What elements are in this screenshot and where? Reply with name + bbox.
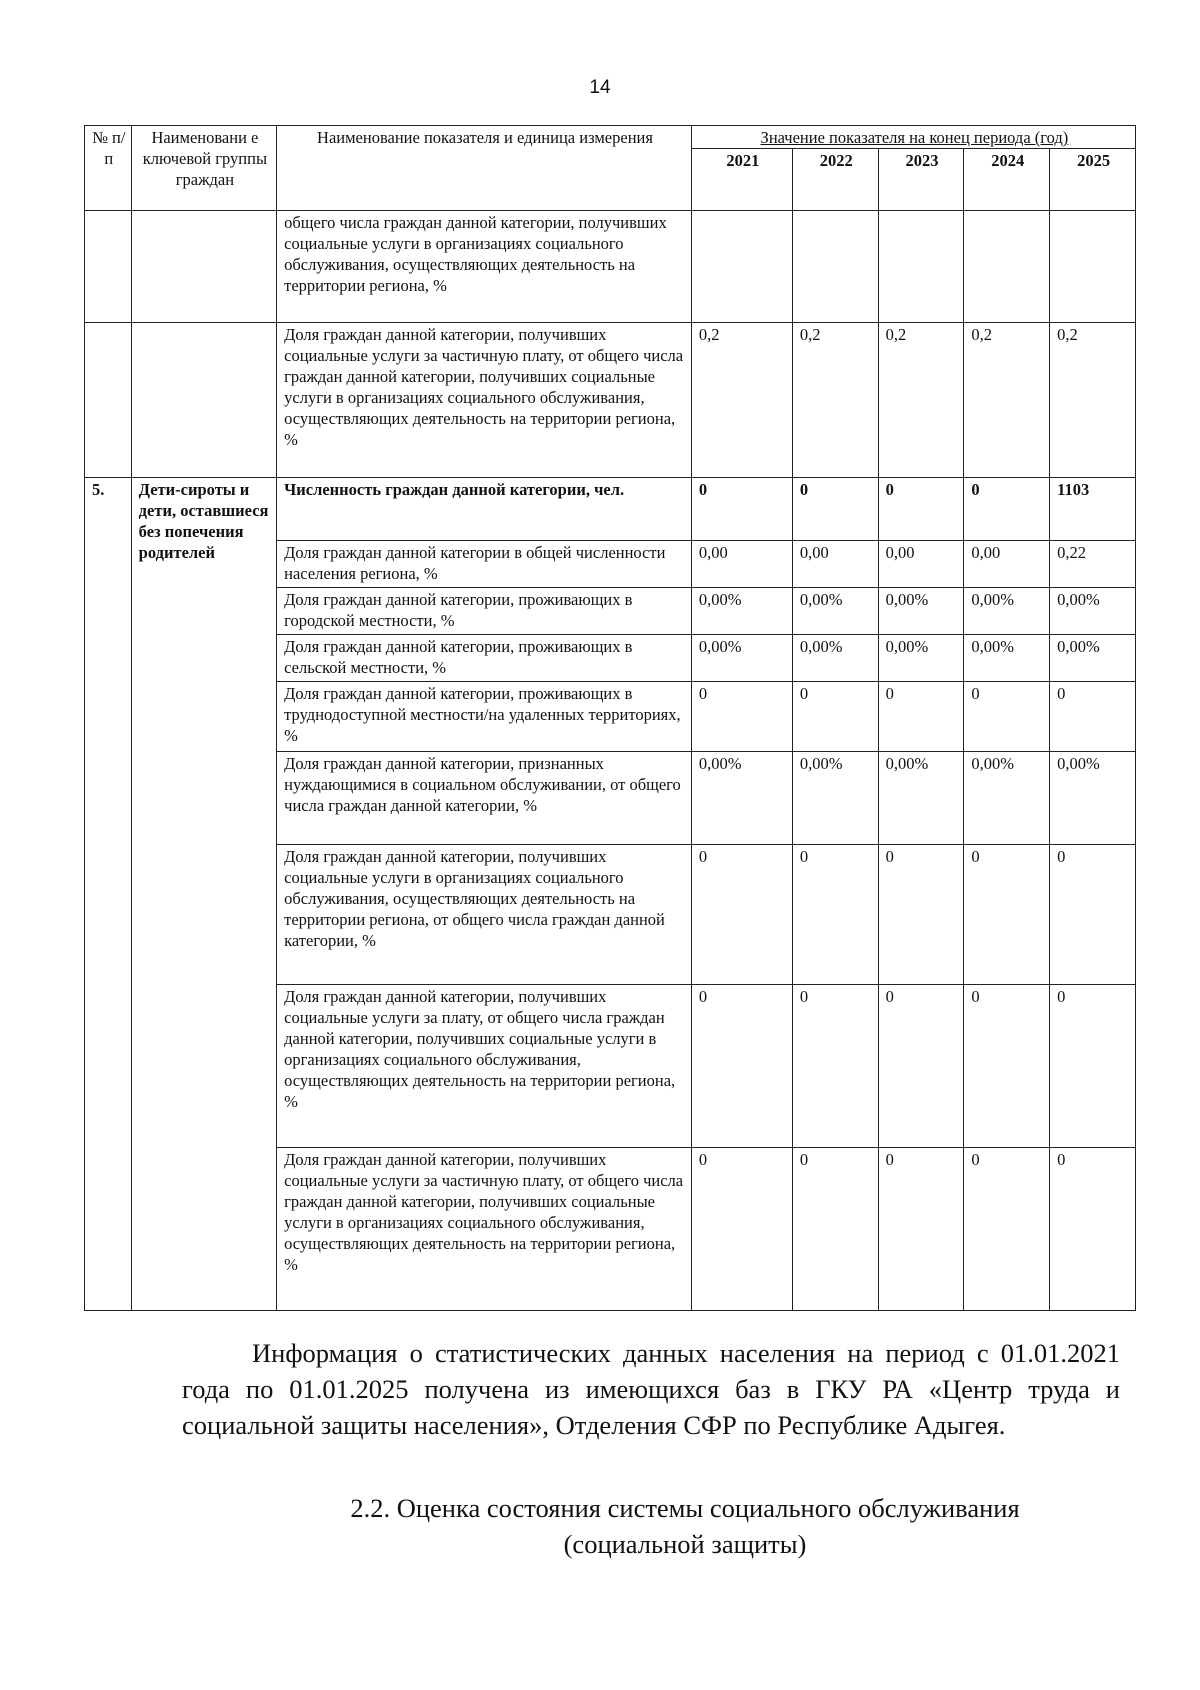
year-2022: 2022 [792, 149, 878, 211]
value-2021: 0,00% [691, 752, 792, 845]
value-2024: 0 [964, 845, 1050, 985]
value-2023: 0 [878, 682, 964, 752]
group-name: Дети-сироты и дети, оставшиеся без попечения родителей [131, 478, 276, 1311]
value-2021: 0,2 [691, 323, 792, 478]
value-2021 [691, 211, 792, 323]
value-2022: 0 [792, 682, 878, 752]
value-2022: 0,00% [792, 588, 878, 635]
indicator-label: Доля граждан данной категории, получивших социальные услуги за плату, от общего числа граждан данной категории, получивших социальные услуги в организациях социального обслуживания, осуществляющих деятельность на территории региона, % [277, 985, 692, 1148]
year-2023: 2023 [878, 149, 964, 211]
value-2023: 0 [878, 478, 964, 541]
section-title-line-2: (социальной защиты) [563, 1529, 807, 1559]
header-values: Значение показателя на конец периода (год) [691, 126, 1135, 149]
header-row [85, 126, 1136, 149]
value-2022 [792, 211, 878, 323]
header-indicator: Наименование показателя и единица измерения [277, 126, 692, 211]
value-2021: 0 [691, 1148, 792, 1311]
value-2025: 0 [1050, 845, 1136, 985]
year-2024: 2024 [964, 149, 1050, 211]
group-number: 5. [85, 478, 132, 1311]
value-2022: 0 [792, 845, 878, 985]
value-2023: 0 [878, 845, 964, 985]
indicators-table [84, 125, 1136, 1311]
header-group: Наименовани е ключевой группы граждан [131, 126, 276, 211]
table-row [85, 211, 1136, 323]
year-2025: 2025 [1050, 149, 1136, 211]
header-number: № п/п [85, 126, 132, 211]
indicator-label: Доля граждан данной категории, проживающих в сельской местности, % [277, 635, 692, 682]
row-group-cell [131, 323, 276, 478]
value-2025: 0,00% [1050, 752, 1136, 845]
value-2024: 0 [964, 1148, 1050, 1311]
value-2025: 1103 [1050, 478, 1136, 541]
row-number-cell [85, 323, 132, 478]
section-title [250, 1490, 1120, 1562]
value-2023: 0,00% [878, 752, 964, 845]
indicator-label: Численность граждан данной категории, чел. [277, 478, 692, 541]
value-2021: 0,00% [691, 635, 792, 682]
indicator-label: Доля граждан данной категории в общей численности населения региона, % [277, 541, 692, 588]
indicator-label: Доля граждан данной категории, получивших социальные услуги за частичную плату, от общего числа граждан данной категории, получивших социальные услуги в организациях социального обслуживания, осуществляющих деятельность на территории региона, % [277, 1148, 692, 1311]
value-2024: 0,00% [964, 635, 1050, 682]
value-2025: 0 [1050, 985, 1136, 1148]
value-2022: 0,2 [792, 323, 878, 478]
value-2022: 0,00 [792, 541, 878, 588]
value-2021: 0 [691, 985, 792, 1148]
value-2021: 0 [691, 845, 792, 985]
table-row [85, 478, 1136, 541]
page-number: 14 [589, 77, 611, 98]
value-2025: 0,2 [1050, 323, 1136, 478]
indicator-label: Доля граждан данной категории, получивших социальные услуги за частичную плату, от общего числа граждан данной категории, получивших социальные услуги в организациях социального обслуживания, осуществляющих деятельность на территории региона, % [277, 323, 692, 478]
value-2024: 0,00% [964, 752, 1050, 845]
value-2025 [1050, 211, 1136, 323]
value-2025: 0 [1050, 682, 1136, 752]
value-2022: 0 [792, 478, 878, 541]
value-2024: 0 [964, 478, 1050, 541]
value-2021: 0,00 [691, 541, 792, 588]
row-group-cell [131, 211, 276, 323]
value-2024: 0,00 [964, 541, 1050, 588]
value-2022: 0,00% [792, 752, 878, 845]
value-2025: 0,00% [1050, 588, 1136, 635]
value-2024: 0 [964, 682, 1050, 752]
value-2023 [878, 211, 964, 323]
year-2021: 2021 [691, 149, 792, 211]
row-number-cell [85, 211, 132, 323]
value-2023: 0,2 [878, 323, 964, 478]
value-2022: 0 [792, 1148, 878, 1311]
value-2021: 0 [691, 682, 792, 752]
indicator-label: Доля граждан данной категории, признанных нуждающимися в социальном обслуживании, от общего числа граждан данной категории, % [277, 752, 692, 845]
statistics-info-paragraph: Информация о статистических данных населения на период с 01.01.2021 года по 01.01.2025 получена из имеющихся баз в ГКУ РА «Центр труда и социальной защиты населения», Отделения СФР по Республике Адыгея. [182, 1338, 1120, 1440]
value-2023: 0,00% [878, 588, 964, 635]
value-2024: 0,2 [964, 323, 1050, 478]
value-2025: 0 [1050, 1148, 1136, 1311]
value-2022: 0,00% [792, 635, 878, 682]
indicator-label: Доля граждан данной категории, проживающих в труднодоступной местности/на удаленных территориях, % [277, 682, 692, 752]
value-2024: 0 [964, 985, 1050, 1148]
table-row [85, 323, 1136, 478]
value-2023: 0 [878, 1148, 964, 1311]
value-2022: 0 [792, 985, 878, 1148]
value-2025: 0,00% [1050, 635, 1136, 682]
value-2023: 0 [878, 985, 964, 1148]
value-2021: 0,00% [691, 588, 792, 635]
indicator-label: Доля граждан данной категории, проживающих в городской местности, % [277, 588, 692, 635]
value-2024 [964, 211, 1050, 323]
value-2024: 0,00% [964, 588, 1050, 635]
indicator-label: общего числа граждан данной категории, получивших социальные услуги в организациях социального обслуживания, осуществляющих деятельность на территории региона, % [277, 211, 692, 323]
section-title-line-1: 2.2. Оценка состояния системы социального обслуживания [350, 1493, 1020, 1523]
indicator-label: Доля граждан данной категории, получивших социальные услуги в организациях социального обслуживания, осуществляющих деятельность на территории региона, от общего числа граждан данной категории, % [277, 845, 692, 985]
value-2023: 0,00% [878, 635, 964, 682]
value-2025: 0,22 [1050, 541, 1136, 588]
value-2021: 0 [691, 478, 792, 541]
value-2023: 0,00 [878, 541, 964, 588]
